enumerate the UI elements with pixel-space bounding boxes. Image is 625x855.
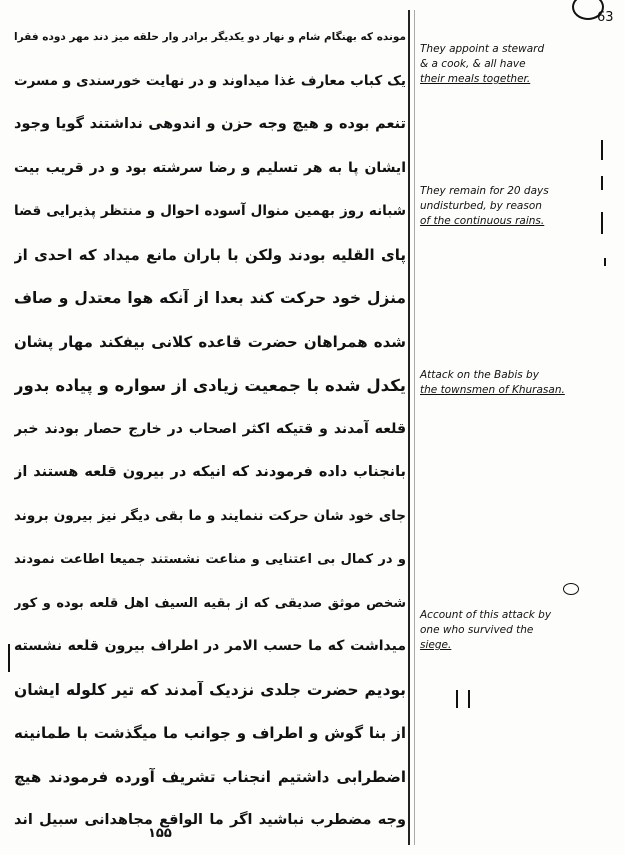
- text-line: بانجناب داده فرمودند که انیکه در بیرون قلعه هستند از: [14, 464, 406, 480]
- margin-mark: [601, 140, 603, 160]
- text-line: شبانه روز بهمین منوال آسوده احوال و منتظر پذیرایی قضا: [14, 203, 406, 219]
- margin-note-rains: [420, 184, 610, 229]
- text-line: پای القلیه بودند ولکن با باران مانع میداد که احدی از: [14, 245, 406, 264]
- text-line: شده همراهان حضرت قاعده کلانی بیفکند مهار پشان: [14, 332, 406, 351]
- note-line: of the continuous rains.: [420, 215, 545, 227]
- text-line: قلعه آمدند و قتیکه اکثر اصحاب در خارج حصار بودند خبر: [14, 420, 406, 437]
- margin-rule-secondary: [414, 10, 415, 845]
- text-line: یک کباب معارف غذا میداوند و در نهایت خورسندی و مسرت: [14, 72, 406, 89]
- text-line: جای خود شان حرکت ننمایند و ما بقی دیگر نیز بیرون بروند: [14, 507, 406, 524]
- note-line: one who survived the: [420, 624, 534, 636]
- note-line: Attack on the Babis by: [420, 369, 539, 381]
- note-line: their meals together.: [420, 73, 531, 85]
- note-line: They remain for 20 days: [420, 185, 549, 197]
- margin-circle-mark: [563, 583, 579, 595]
- text-line: منزل خود حرکت کند بعدا از آنکه هوا معتدل و صاف: [14, 289, 406, 307]
- persian-text-block: [14, 28, 406, 855]
- note-line: Account of this attack by: [420, 609, 552, 621]
- text-line: و در کمال بی اعتنایی و مناعت نشستند جمیعا اطاعت نمودند: [14, 552, 406, 567]
- page-number: 63: [597, 10, 614, 25]
- margin-note-steward: [420, 42, 610, 87]
- left-bracket-mark: [8, 644, 18, 672]
- text-line: بودیم حضرت جلدی نزدیک آمدند که تیر کلوله ایشان: [14, 680, 406, 699]
- text-line: اضطرابی داشتیم انجناب تشریف آورده فرمودند هیچ: [14, 767, 406, 786]
- footer-number: ۱۵۵: [148, 826, 172, 841]
- note-line: siege.: [420, 639, 452, 651]
- text-line: مونده که بهنگام شام و نهار دو یکدیگر برادر وار حلقه میز دند مهر دوده فقرا: [14, 31, 406, 43]
- margin-note-attack: [420, 368, 610, 398]
- margin-mark: [601, 212, 603, 234]
- margin-mark: [456, 690, 458, 708]
- note-line: They appoint a steward: [420, 43, 545, 55]
- note-line: undisturbed, by reason: [420, 200, 542, 212]
- margin-mark: [601, 176, 603, 190]
- margin-mark: [468, 690, 470, 708]
- note-line: & a cook, & all have: [420, 58, 526, 70]
- note-line: the townsmen of Khurasan.: [420, 384, 565, 396]
- margin-mark: [604, 258, 606, 266]
- text-line: وجه مضطرب نباشید اگر ما الواقع مجاهدانی سبیل اند: [14, 812, 406, 828]
- text-line: شخص موثق صدیقی که از بقیه السیف اهل قلعه بوده و کور: [14, 595, 406, 611]
- margin-rule: [408, 10, 410, 845]
- text-line: یکدل شده با جمعیت زیادی از سواره و پیاده بدور: [14, 376, 406, 395]
- text-line: ایشان پا به هر تسلیم و رضا سرشته بود و در قریب بیت: [14, 159, 406, 176]
- margin-note-account: [420, 608, 610, 653]
- text-line: از بنا گوش و اطراف و جوانب ما میگذشت با طمانینه: [14, 724, 406, 742]
- text-line: تنعم بوده و هیچ وجه حزن و اندوهی نداشتند گویا وجود: [14, 116, 406, 132]
- text-line: میداشت که ما حسب الامر در اطراف بیرون قلعه نشسته: [14, 638, 406, 654]
